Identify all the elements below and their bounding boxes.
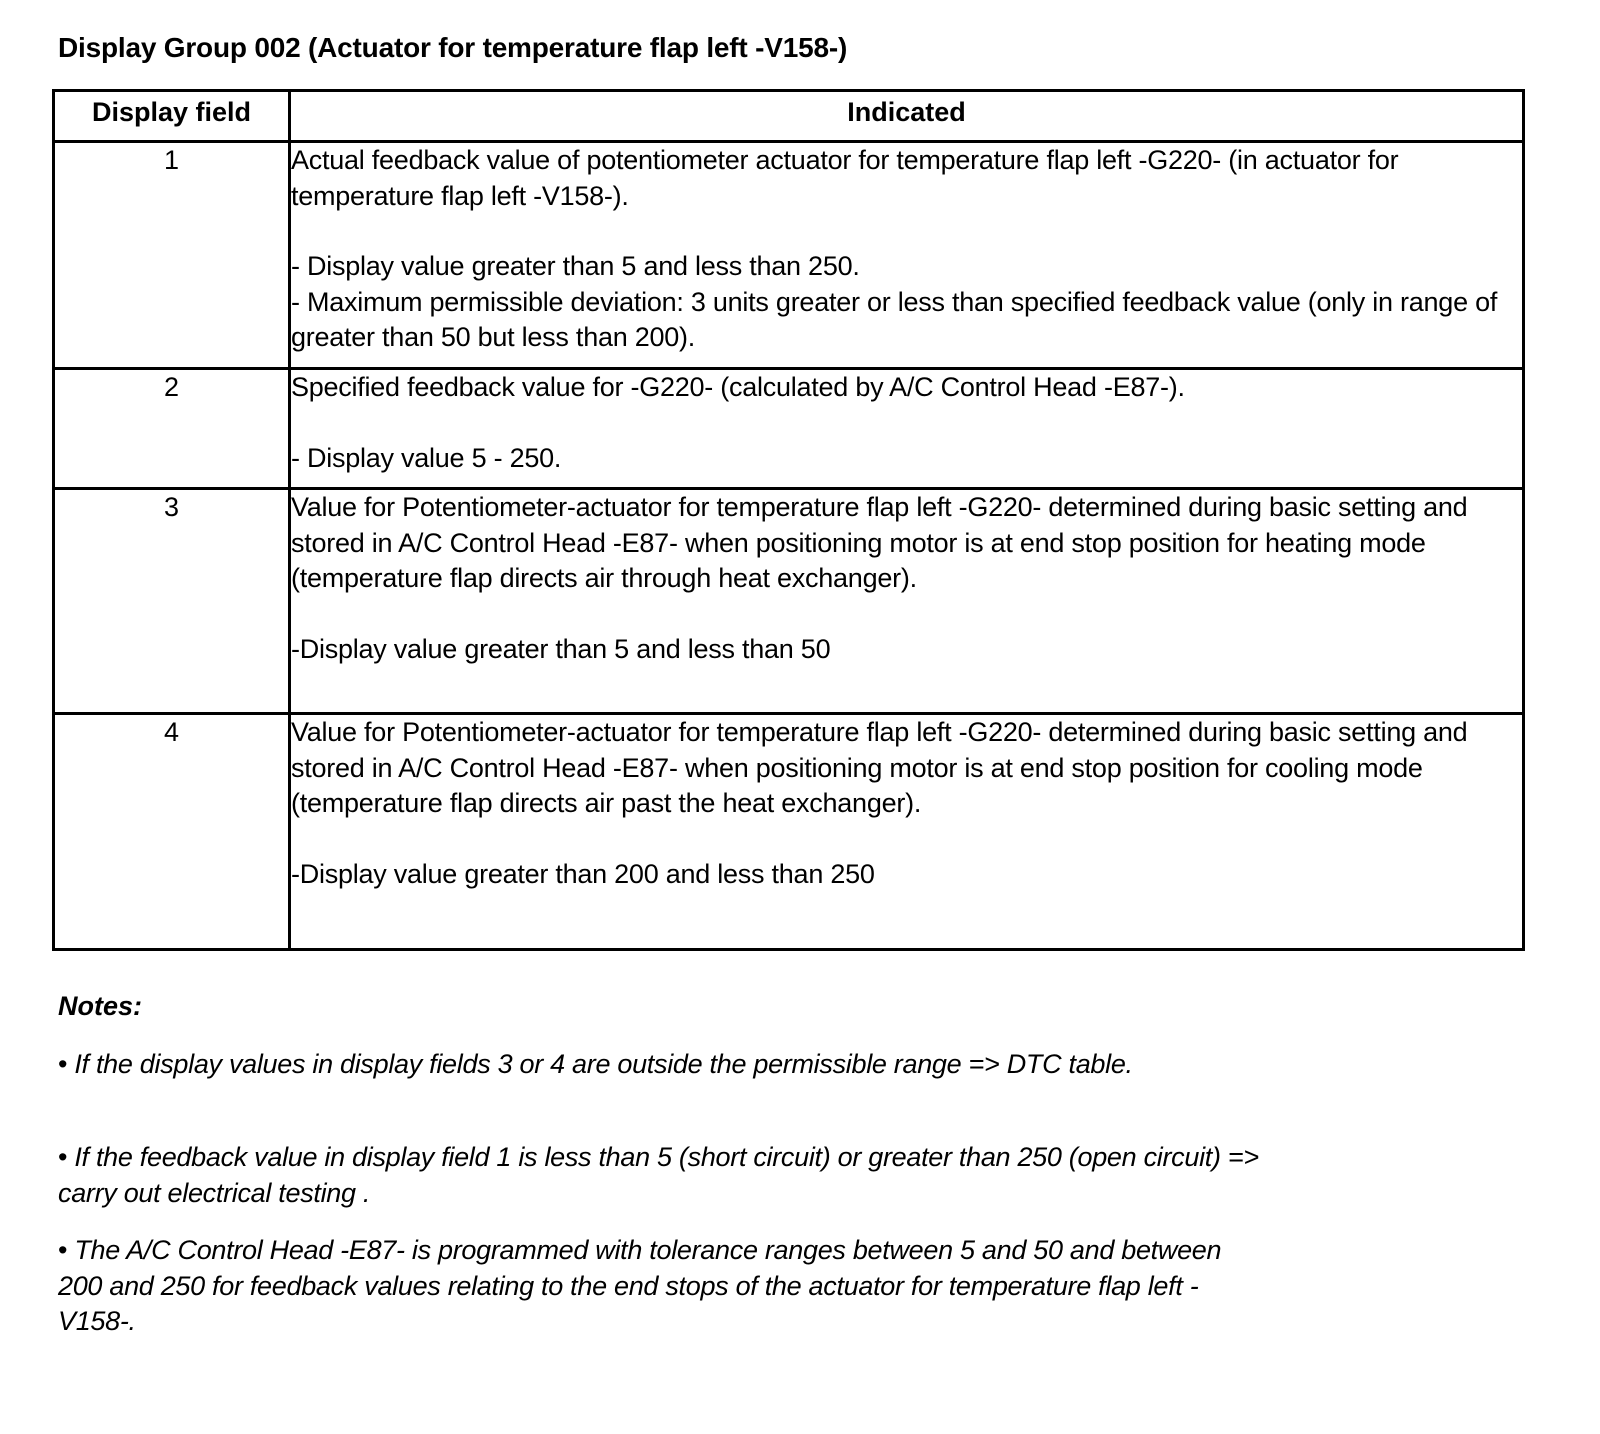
description-paragraph: -Display value greater than 5 and less than 50 xyxy=(291,633,831,664)
table-row xyxy=(54,489,1524,714)
description-paragraph: Value for Potentiometer-actuator for temperature flap left -G220- determined during basic setting and stored in A/C Control Head -E87- when positioning motor is at end stop position for cooling mode (temperature flap directs air past the heat exchanger). xyxy=(291,717,1468,818)
description-paragraph: Actual feedback value of potentiometer actuator for temperature flap left -G220- (in actuator for temperature flap left -V158-). xyxy=(291,145,1399,211)
description-paragraph: -Display value greater than 200 and less than 250 xyxy=(291,858,875,889)
document-title: Display Group 002 (Actuator for temperature flap left -V158-) xyxy=(58,32,848,63)
description-paragraph: - Maximum permissible deviation: 3 units greater or less than specified feedback value (only in range of greater than 50 but less than 200). xyxy=(291,286,1498,352)
display-field-number: 1 xyxy=(54,142,290,369)
bullet-icon: • xyxy=(58,1142,68,1172)
display-field-number: 3 xyxy=(54,489,290,714)
indicated-description xyxy=(290,142,1524,369)
note-item xyxy=(58,1140,1298,1211)
bullet-icon: • xyxy=(58,1049,68,1079)
indicated-description xyxy=(290,489,1524,714)
note-text: If the feedback value in display field 1 is less than 5 (short circuit) or greater than 250 (open circuit) => carry out electrical testing . xyxy=(58,1142,1259,1208)
note-text: If the display values in display fields 3 or 4 are outside the permissible range => DTC table. xyxy=(74,1049,1133,1079)
description-paragraph: - Display value 5 - 250. xyxy=(291,442,562,473)
note-text: The A/C Control Head -E87- is programmed with tolerance ranges between 5 and 50 and between 200 and 250 for feedback values relating to the end stops of the actuator for temperature flap left -V158-. xyxy=(58,1235,1222,1336)
table-row xyxy=(54,142,1524,369)
description-paragraph: - Display value greater than 5 and less than 250. xyxy=(291,251,860,281)
table-header-row xyxy=(54,91,1524,142)
description-paragraph: Specified feedback value for -G220- (calculated by A/C Control Head -E87-). xyxy=(291,372,1185,402)
display-field-number: 4 xyxy=(54,714,290,950)
table-row xyxy=(54,714,1524,950)
notes-heading: Notes: xyxy=(58,991,143,1021)
note-item xyxy=(58,1233,1268,1340)
table-row xyxy=(54,369,1524,489)
indicated-description xyxy=(290,369,1524,489)
indicated-description xyxy=(290,714,1524,950)
note-item xyxy=(58,1047,1358,1083)
column-header-display-field: Display field xyxy=(54,91,290,142)
column-header-indicated: Indicated xyxy=(290,91,1524,142)
description-paragraph: Value for Potentiometer-actuator for temperature flap left -G220- determined during basic setting and stored in A/C Control Head -E87- when positioning motor is at end stop position for heating mode (temperature flap directs air through heat exchanger). xyxy=(291,492,1468,593)
display-field-number: 2 xyxy=(54,369,290,489)
bullet-icon: • xyxy=(58,1235,68,1265)
display-group-table xyxy=(52,89,1525,951)
